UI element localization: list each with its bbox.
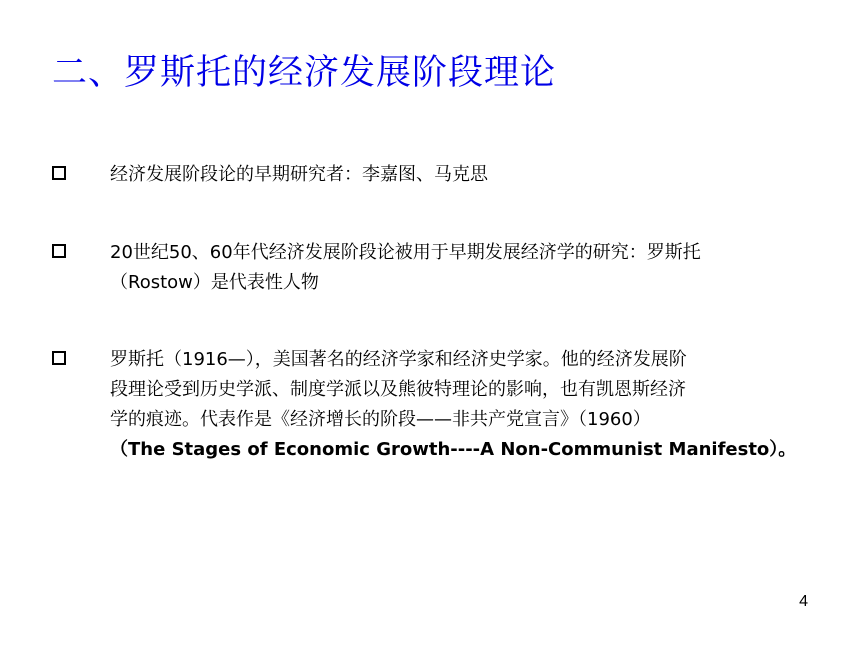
- bullet-line: 20世纪50、60年代经济发展阶段论被用于早期发展经济学的研究：罗斯托: [110, 242, 701, 263]
- bullet-line: （The Stages of Economic Growth----A Non-Communist Manifesto）。: [110, 439, 797, 460]
- bullet-item: [48, 160, 808, 190]
- page-number: 4: [799, 593, 808, 610]
- bullet-item: [48, 238, 808, 298]
- bullet-line: 段理论受到历史学派、制度学派以及熊彼特理论的影响，也有凯恩斯经济: [110, 379, 686, 400]
- hollow-square-icon: [52, 166, 66, 180]
- bullet-line: （Rostow）是代表性人物: [110, 272, 319, 293]
- bullet-item: [48, 345, 808, 465]
- bullet-text: [110, 238, 808, 298]
- bullet-line: 罗斯托（1916—），美国著名的经济学家和经济史学家。他的经济发展阶: [110, 349, 687, 370]
- hollow-square-icon: [52, 244, 66, 258]
- bullet-text: [110, 345, 808, 465]
- bullet-text: [110, 160, 808, 190]
- bullet-line: 学的痕迹。代表作是《经济增长的阶段——非共产党宣言》（1960）: [110, 409, 651, 430]
- hollow-square-icon: [52, 351, 66, 365]
- slide-title: 二、罗斯托的经济发展阶段理论: [52, 53, 557, 93]
- bullet-line: 经济发展阶段论的早期研究者：李嘉图、马克思: [110, 164, 488, 185]
